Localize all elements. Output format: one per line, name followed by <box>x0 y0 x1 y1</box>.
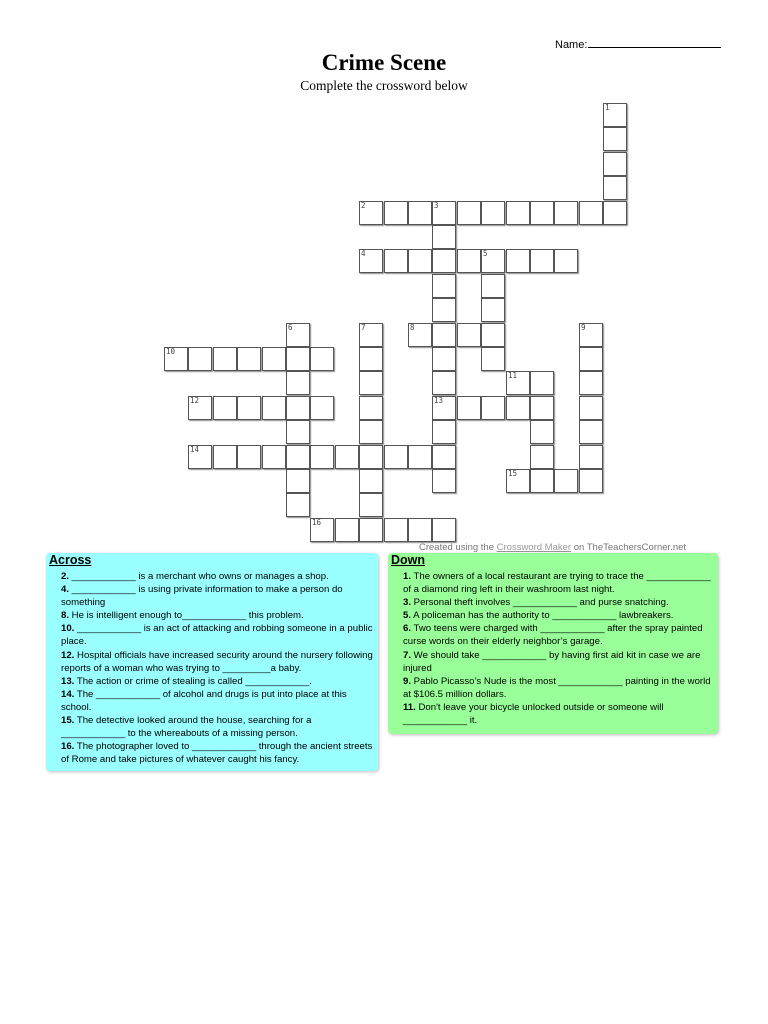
crossword-cell[interactable] <box>286 396 310 420</box>
crossword-cell[interactable] <box>530 201 554 225</box>
crossword-cell[interactable] <box>310 518 334 542</box>
crossword-cell[interactable] <box>603 127 627 151</box>
crossword-cell[interactable] <box>432 201 456 225</box>
page-title: Crime Scene <box>321 50 447 75</box>
down-clue <box>403 675 714 701</box>
clue-text: He is intelligent enough to____________ this problem. <box>69 610 304 622</box>
crossword-cell[interactable] <box>530 420 554 444</box>
crossword-cell[interactable] <box>359 518 383 542</box>
crossword-cell[interactable] <box>481 347 505 371</box>
crossword-cell[interactable] <box>432 469 456 493</box>
clue-number: 13. <box>61 675 75 687</box>
clue-text: The photographer loved to ____________ through the ancient streets of Rome and take pictures of whatever caught his fancy. <box>61 741 373 766</box>
crossword-cell[interactable] <box>481 249 505 273</box>
crossword-cell[interactable] <box>603 103 627 127</box>
crossword-cell[interactable] <box>579 469 603 493</box>
crossword-cell[interactable] <box>457 323 481 347</box>
crossword-cell[interactable] <box>579 420 603 444</box>
clue-text: The detective looked around the house, searching for a ____________ to the whereabouts of a missing person. <box>61 715 312 740</box>
cell-number: 15 <box>508 469 518 478</box>
crossword-cell[interactable] <box>603 201 627 225</box>
crossword-cell[interactable] <box>457 201 481 225</box>
across-clue <box>61 649 374 675</box>
clue-text: Personal theft involves ____________ and purse snatching. <box>411 597 669 609</box>
crossword-cell[interactable] <box>579 201 603 225</box>
down-clues-panel <box>388 553 718 734</box>
clue-number: 2. <box>61 571 70 582</box>
clue-number: 16. <box>61 741 75 753</box>
crossword-cell[interactable] <box>359 445 383 469</box>
down-clue <box>403 609 714 622</box>
clue-number: 9. <box>403 675 412 687</box>
across-clues-panel <box>46 553 378 771</box>
cell-number: 12 <box>190 396 200 405</box>
crossword-cell[interactable] <box>506 469 530 493</box>
crossword-cell[interactable] <box>530 371 554 395</box>
clue-text: Pablo Picasso’s Nude is the most ____________ painting in the world at $106.5 million dollars. <box>403 675 711 700</box>
crossword-cell[interactable] <box>286 420 310 444</box>
crossword-cell[interactable] <box>530 445 554 469</box>
crossword-cell[interactable] <box>188 396 212 420</box>
cell-number: 7 <box>361 323 366 332</box>
across-clue <box>61 688 374 714</box>
clue-text: We should take ____________ by having first aid kit in case we are injured <box>403 649 701 674</box>
clue-text: The action or crime of stealing is called ____________. <box>74 675 313 687</box>
crossword-cell[interactable] <box>213 347 237 371</box>
clue-text: The ____________ of alcohol and drugs is put into place at this school. <box>61 688 347 713</box>
crossword-cell[interactable] <box>359 323 383 347</box>
across-clue <box>61 583 374 609</box>
clue-text: ____________ is a merchant who owns or manages a shop. <box>69 571 329 582</box>
clue-number: 10. <box>61 623 75 635</box>
down-clue-list <box>403 570 714 727</box>
clue-text: The owners of a local restaurant are trying to trace the ____________ of a diamond ring left in their washroom last night. <box>403 571 711 596</box>
cell-number: 10 <box>166 347 176 356</box>
down-clue <box>403 596 714 609</box>
cell-number: 5 <box>483 249 488 258</box>
crossword-cell[interactable] <box>481 298 505 322</box>
credit-suffix: on TheTeachersCorner.net <box>573 542 687 553</box>
crossword-cell[interactable] <box>579 371 603 395</box>
crossword-cell[interactable] <box>408 201 432 225</box>
crossword-cell[interactable] <box>359 347 383 371</box>
clue-number: 15. <box>61 715 75 727</box>
crossword-cell[interactable] <box>432 323 456 347</box>
crossword-cell[interactable] <box>481 201 505 225</box>
down-clue <box>403 701 714 727</box>
crossword-cell[interactable] <box>432 420 456 444</box>
name-label: Name: <box>555 39 588 51</box>
clue-number: 7. <box>403 649 412 661</box>
clue-number: 12. <box>61 649 75 661</box>
clue-number: 11. <box>403 701 416 713</box>
crossword-cell[interactable] <box>359 396 383 420</box>
crossword-cell[interactable] <box>554 249 578 273</box>
crossword-cell[interactable] <box>237 445 261 469</box>
crossword-cell[interactable] <box>506 371 530 395</box>
crossword-cell[interactable] <box>286 493 310 517</box>
cell-number: 14 <box>190 445 200 454</box>
across-clue <box>61 570 374 583</box>
clue-number: 1. <box>403 571 412 582</box>
cell-number: 11 <box>508 371 518 380</box>
crossword-cell[interactable] <box>213 396 237 420</box>
crossword-cell[interactable] <box>432 225 456 249</box>
across-clue-list <box>61 570 374 766</box>
crossword-cell[interactable] <box>603 176 627 200</box>
crossword-cell[interactable] <box>188 347 212 371</box>
clue-text: ____________ is an act of attacking and robbing someone in a public place. <box>61 623 373 648</box>
crossword-cell[interactable] <box>457 249 481 273</box>
crossword-cell[interactable] <box>432 445 456 469</box>
crossword-cell[interactable] <box>359 420 383 444</box>
clue-text: A policeman has the authority to ____________ lawbreakers. <box>411 610 674 622</box>
crossword-cell[interactable] <box>286 347 310 371</box>
crossword-cell[interactable] <box>335 518 359 542</box>
crossword-cell[interactable] <box>432 347 456 371</box>
crossword-cell[interactable] <box>213 445 237 469</box>
crossword-cell[interactable] <box>530 396 554 420</box>
crossword-cell[interactable] <box>432 371 456 395</box>
crossword-cell[interactable] <box>506 249 530 273</box>
clue-number: 8. <box>61 610 70 622</box>
crossword-cell[interactable] <box>408 323 432 347</box>
clue-number: 3. <box>403 597 412 609</box>
crossword-cell[interactable] <box>310 396 334 420</box>
crossword-cell[interactable] <box>335 445 359 469</box>
cell-number: 8 <box>410 323 415 332</box>
crossword-cell[interactable] <box>579 347 603 371</box>
crossword-cell[interactable] <box>530 469 554 493</box>
down-heading: Down <box>391 553 426 567</box>
crossword-cell[interactable] <box>603 152 627 176</box>
clue-number: 6. <box>403 623 412 635</box>
crossword-maker-link[interactable]: Crossword Maker <box>496 542 572 553</box>
cell-number: 13 <box>434 396 444 405</box>
across-clue <box>61 609 374 622</box>
clue-text: Don't leave your bicycle unlocked outside or someone will ____________ it. <box>403 701 664 727</box>
crossword-cell[interactable] <box>554 469 578 493</box>
page-subtitle: Complete the crossword below <box>300 78 468 93</box>
crossword-cell[interactable] <box>164 347 188 371</box>
crossword-cell[interactable] <box>237 396 261 420</box>
crossword-cell[interactable] <box>359 371 383 395</box>
crossword-cell[interactable] <box>481 323 505 347</box>
crossword-cell[interactable] <box>408 518 432 542</box>
cell-number: 16 <box>312 518 322 527</box>
clue-text: Hospital officials have increased security around the nursery following reports of a woman who was trying to _________a baby. <box>61 649 373 674</box>
crossword-cell[interactable] <box>457 396 481 420</box>
crossword-cell[interactable] <box>579 323 603 347</box>
crossword-cell[interactable] <box>286 323 310 347</box>
crossword-cell[interactable] <box>359 493 383 517</box>
cell-number: 2 <box>361 201 366 210</box>
crossword-cell[interactable] <box>286 445 310 469</box>
crossword-cell[interactable] <box>310 445 334 469</box>
crossword-cell[interactable] <box>579 396 603 420</box>
across-heading: Across <box>49 553 92 567</box>
crossword-cell[interactable] <box>286 469 310 493</box>
down-clue <box>403 649 714 675</box>
across-clue <box>61 714 374 740</box>
clue-number: 14. <box>61 688 75 700</box>
cell-number: 9 <box>581 323 586 332</box>
crossword-cell[interactable] <box>579 445 603 469</box>
crossword-cell[interactable] <box>432 396 456 420</box>
crossword-cell[interactable] <box>481 396 505 420</box>
clue-text: ____________ is using private information to make a person do something <box>61 584 343 609</box>
crossword-cell[interactable] <box>506 396 530 420</box>
crossword-cell[interactable] <box>310 347 334 371</box>
crossword-cell[interactable] <box>554 201 578 225</box>
down-clue <box>403 622 714 648</box>
crossword-cell[interactable] <box>262 396 286 420</box>
crossword-cell[interactable] <box>432 298 456 322</box>
crossword-cell[interactable] <box>408 249 432 273</box>
crossword-cell[interactable] <box>237 347 261 371</box>
crossword-cell[interactable] <box>384 249 408 273</box>
crossword-cell[interactable] <box>506 201 530 225</box>
down-clue <box>403 570 714 596</box>
across-clue <box>61 740 374 766</box>
crossword-cell[interactable] <box>262 347 286 371</box>
crossword-cell[interactable] <box>359 469 383 493</box>
across-clue <box>61 622 374 648</box>
cell-number: 4 <box>361 249 366 258</box>
across-clue <box>61 675 374 688</box>
crossword-cell[interactable] <box>359 249 383 273</box>
crossword-cell[interactable] <box>262 445 286 469</box>
cell-number: 1 <box>605 103 610 112</box>
crossword-cell[interactable] <box>481 274 505 298</box>
crossword-cell[interactable] <box>359 201 383 225</box>
clue-text: Two teens were charged with ____________ after the spray painted curse words on their elderly neighbor’s garage. <box>403 623 703 648</box>
crossword-cell[interactable] <box>432 518 456 542</box>
crossword-cell[interactable] <box>384 201 408 225</box>
credit-prefix: Created using the <box>419 542 494 553</box>
crossword-cell[interactable] <box>188 445 212 469</box>
crossword-cell[interactable] <box>432 274 456 298</box>
cell-number: 3 <box>434 201 439 210</box>
credit-line <box>419 542 686 553</box>
crossword-cell[interactable] <box>286 371 310 395</box>
crossword-cell[interactable] <box>408 445 432 469</box>
crossword-cell[interactable] <box>384 445 408 469</box>
clue-number: 5. <box>403 610 412 622</box>
crossword-cell[interactable] <box>384 518 408 542</box>
crossword-cell[interactable] <box>530 249 554 273</box>
cell-number: 6 <box>288 323 293 332</box>
crossword-cell[interactable] <box>432 249 456 273</box>
clue-number: 4. <box>61 584 70 596</box>
